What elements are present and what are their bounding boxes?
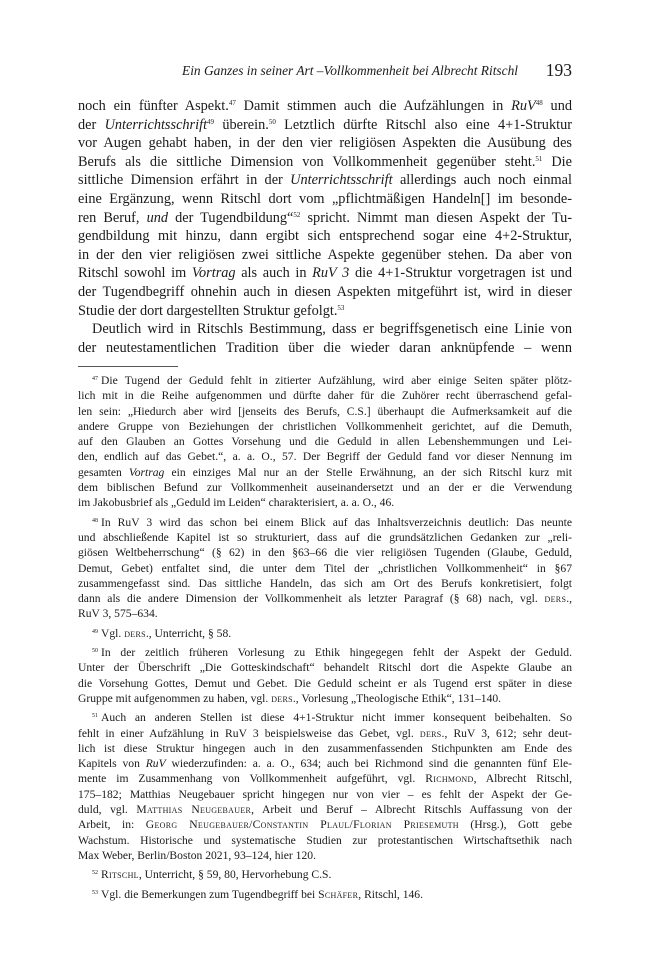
footnote-line: giösen Weltbeherrschung“ (§ 62) in den §63–66 die vier religiösen Tugenden (Glaube, Geduld, bbox=[78, 546, 572, 560]
footnote-number: 48 bbox=[92, 517, 98, 524]
text-line: Berufs als die sittliche Dimension von Vollkommenheit gegenüber steht.$^{51}$ Die bbox=[78, 153, 572, 170]
footnote-number: 50 bbox=[92, 648, 98, 655]
text-line: noch ein fünfter Aspekt.$^{47}$ Damit stimmen auch die Aufzählungen in RuV$^{48}$ und bbox=[78, 98, 572, 114]
text-line: der Unterrichtsschrift$^{49}$ überein.$^{50}$ Letztlich dürfte Ritschl also eine 4+1-Struktur bbox=[78, 116, 572, 133]
footnote-ref[interactable]: 49 bbox=[207, 117, 215, 126]
footnote-51 bbox=[78, 710, 572, 863]
footnote-line: und abschließende Kapitel ist so strukturiert, dass auf die grundsätzlichen Gedanken zur „reli- bbox=[78, 530, 572, 544]
footnote-number: 47 bbox=[92, 376, 98, 382]
text-line: Ritschl sowohl im Vortrag als auch in RuV 3 die 4+1-Struktur vorgetragen ist und bbox=[78, 265, 572, 282]
main-text bbox=[78, 97, 572, 357]
page-header bbox=[78, 61, 572, 83]
footnote-line: fehlt in einer Aufzählung in RuV 3 beispielsweise das Gebet, vgl. ders., RuV 3, 612; sehr deut- bbox=[78, 726, 572, 740]
running-head: Ein Ganzes in seiner Art –Vollkommenheit bei Albrecht Ritschl bbox=[182, 63, 518, 78]
text-line: in der den vier religiösen zwei sittliche Aspekte gegenüber stehen. Da aber von bbox=[78, 246, 572, 263]
footnote-line: Arbeit, in: Georg Neugebauer/Constantin Plaul/Florian Priesemuth (Hrsg.), Gott gebe bbox=[78, 818, 572, 832]
footnote-line: lich mit in die Reihe aufgenommen und dürfte daher für die Zuhörer recht überraschend gefal- bbox=[78, 389, 572, 403]
footnote-line: Wachstum. Historische und systematische Studien zur protestantischen Wirtschaftsethik nach bbox=[78, 833, 572, 847]
footnote-49 bbox=[78, 626, 572, 641]
footnote-line: auf den Glauben an Gottes Vorsehung und die Geduld in allen Lebenshemmungen und Lei- bbox=[78, 435, 572, 449]
footnote-line: lich ist diese Struktur hingegen auch in den zusammenfassenden Stichpunkten am Ende des bbox=[78, 741, 572, 755]
footnote-line: dem biblischen Befund zur Vollkommenheit auseinandersetzt und an der er die Verwendung bbox=[78, 481, 572, 495]
footnote-line: $^{49}$ Vgl. ders., Unterricht, § 58. bbox=[92, 626, 232, 640]
text-line: gendbildung mit hinzu, dann ergibt sich entsprechend sogar eine 4+2-Struktur, bbox=[78, 228, 572, 245]
text-line: Studie der dort dargestellten Struktur gefolgt.$^{53}$ bbox=[78, 302, 345, 319]
footnote-number: 49 bbox=[92, 628, 98, 635]
footnote-line: die Vorsehung Gottes, Demut und Gebet. Die Geduld scheint er als Tugend erst später in diese bbox=[78, 676, 572, 690]
footnote-ref[interactable]: 50 bbox=[268, 117, 276, 126]
footnote-line: RuV 3, 575–634. bbox=[78, 607, 158, 621]
footnote-line: andere Gruppe von Beziehungen der christlichen Vollkommenheit gerichtet, auf die Demuth, bbox=[78, 419, 572, 433]
footnote-line: $^{47}$ Die Tugend der Geduld fehlt in zitierter Aufzählung, wird aber einige Seiten später plötz- bbox=[92, 374, 572, 387]
footnote-line: Max Weber, Berlin/Boston 2021, 93–124, hier 120. bbox=[78, 848, 316, 862]
footnote-ref[interactable]: 51 bbox=[535, 154, 543, 163]
footnote-line: Kapitels von RuV wiederzufinden: a. a. O., 634; auch bei Richmond sind die genannten fünf Ele- bbox=[78, 757, 572, 771]
footnote-50 bbox=[78, 645, 572, 706]
footnote-53 bbox=[78, 887, 572, 902]
text-line: vor Augen gehabt haben, in der den vier religiösen Aspekten die Ausübung des bbox=[78, 135, 572, 152]
footnote-number: 52 bbox=[92, 870, 98, 877]
footnote-number: 53 bbox=[92, 889, 98, 896]
footnote-line: $^{51}$ Auch an anderen Stellen ist diese 4+1-Struktur nicht immer konsequent beibehalten. So bbox=[92, 711, 572, 725]
footnote-ref[interactable]: 52 bbox=[293, 210, 301, 219]
footnote-ref[interactable]: 48 bbox=[535, 99, 543, 107]
footnote-line: $^{52}$ Ritschl, Unterricht, § 59, 80, Hervorhebung C.S. bbox=[92, 868, 332, 882]
footnote-line: duld, vgl. Matthias Neugebauer, Arbeit und Beruf – Albrecht Ritschls Auffassung von der bbox=[78, 803, 572, 817]
footnote-number: 51 bbox=[92, 713, 98, 720]
footnote-line: zusammengefasst sind. Das sittliche Handeln, das sich am Ort des Berufs konkretisiert, folgt bbox=[78, 576, 572, 590]
footnote-line: $^{53}$ Vgl. die Bemerkungen zum Tugendbegriff bei Schäfer, Ritschl, 146. bbox=[92, 887, 423, 901]
footnote-52 bbox=[78, 867, 572, 882]
footnote-ref[interactable]: 47 bbox=[228, 99, 236, 107]
footnote-line: mente im Zusammenhang von Vollkommenheit aufgeführt, vgl. Richmond, Albrecht Ritschl, bbox=[78, 772, 572, 786]
footnote-line: $^{50}$ In der zeitlich früheren Vorlesung zu Ethik hingegegen fehlt der Aspekt der Geduld. bbox=[92, 646, 572, 660]
text-line: der neutestamentlichen Tradition über die wieder daran anknüpfende – wenn bbox=[78, 339, 572, 356]
footnote-line: Unter der Überschrift „Die Gotteskindschaft“ behandelt Ritschl dort die Aspekte Glaube an bbox=[78, 661, 572, 675]
text-line: eine Ergänzung, wenn Ritschl dort vom „pflichtmäßigen Handeln[] im besonde- bbox=[78, 190, 572, 207]
footnote-line: den, endlich auf das Gebet.“, a. a. O., 57. Der Begriff der Geduld fand vor dieser Nennung im bbox=[78, 450, 572, 464]
text-line: Deutlich wird in Ritschls Bestimmung, dass er begriffsgenetisch eine Linie von bbox=[92, 321, 572, 338]
footnote-line: im Jakobusbrief als „Geduld im Leiden“ charakterisiert, a. a. O., 46. bbox=[78, 496, 395, 510]
footnote-47 bbox=[78, 373, 572, 511]
footnote-line: Gruppe mit aufgenommen zu haben, vgl. ders., Vorlesung „Theologische Ethik“, 131–140. bbox=[78, 691, 502, 705]
footnote-line: $^{48}$ In RuV 3 wird das schon bei einem Blick auf das Inhaltsverzeichnis deutlich: Das neunte bbox=[92, 515, 572, 529]
text-line: ren Beruf, und der Tugendbildung“$^{52}$ spricht. Nimmt man diesen Aspekt der Tu- bbox=[78, 209, 572, 226]
text-line: der Tugendbegriff ohnehin auch in diesen Aspekten mitgeführt ist, wird in dieser bbox=[78, 283, 572, 300]
footnotes bbox=[78, 373, 572, 906]
page-number: 193 bbox=[545, 60, 572, 80]
footnote-ref[interactable]: 53 bbox=[337, 303, 345, 312]
footnote-line: Demut, Gebet) entfaltet sind, die unter dem Titel der „christlichen Vollkommenheit“ in §67 bbox=[78, 561, 572, 575]
footnote-line: 175–182; Matthias Neugebauer spricht hingegen nur von vier – es fehlt der Aspekt der Ge- bbox=[78, 787, 572, 801]
footnote-48 bbox=[78, 515, 572, 622]
footnote-line: len sein: „Hiedurch aber wird [jenseits des Berufs, C.S.] überhaupt die Aufmerksamkeit auf die bbox=[78, 404, 572, 418]
footnote-line: dann als die andere Dimension der Vollkommenheit als letzter Paragraf (§ 68) nach, vgl. ders., bbox=[78, 592, 572, 606]
text-line: sittliche Dimension erfährt in der Unterrichtsschrift allerdings auch noch einmal bbox=[78, 172, 572, 189]
footnote-line: gesamten Vortrag ein einziges Mal nur an der Stelle Erwähnung, an der sich Ritschl kurz mit bbox=[78, 465, 573, 479]
footnote-divider bbox=[78, 366, 178, 367]
